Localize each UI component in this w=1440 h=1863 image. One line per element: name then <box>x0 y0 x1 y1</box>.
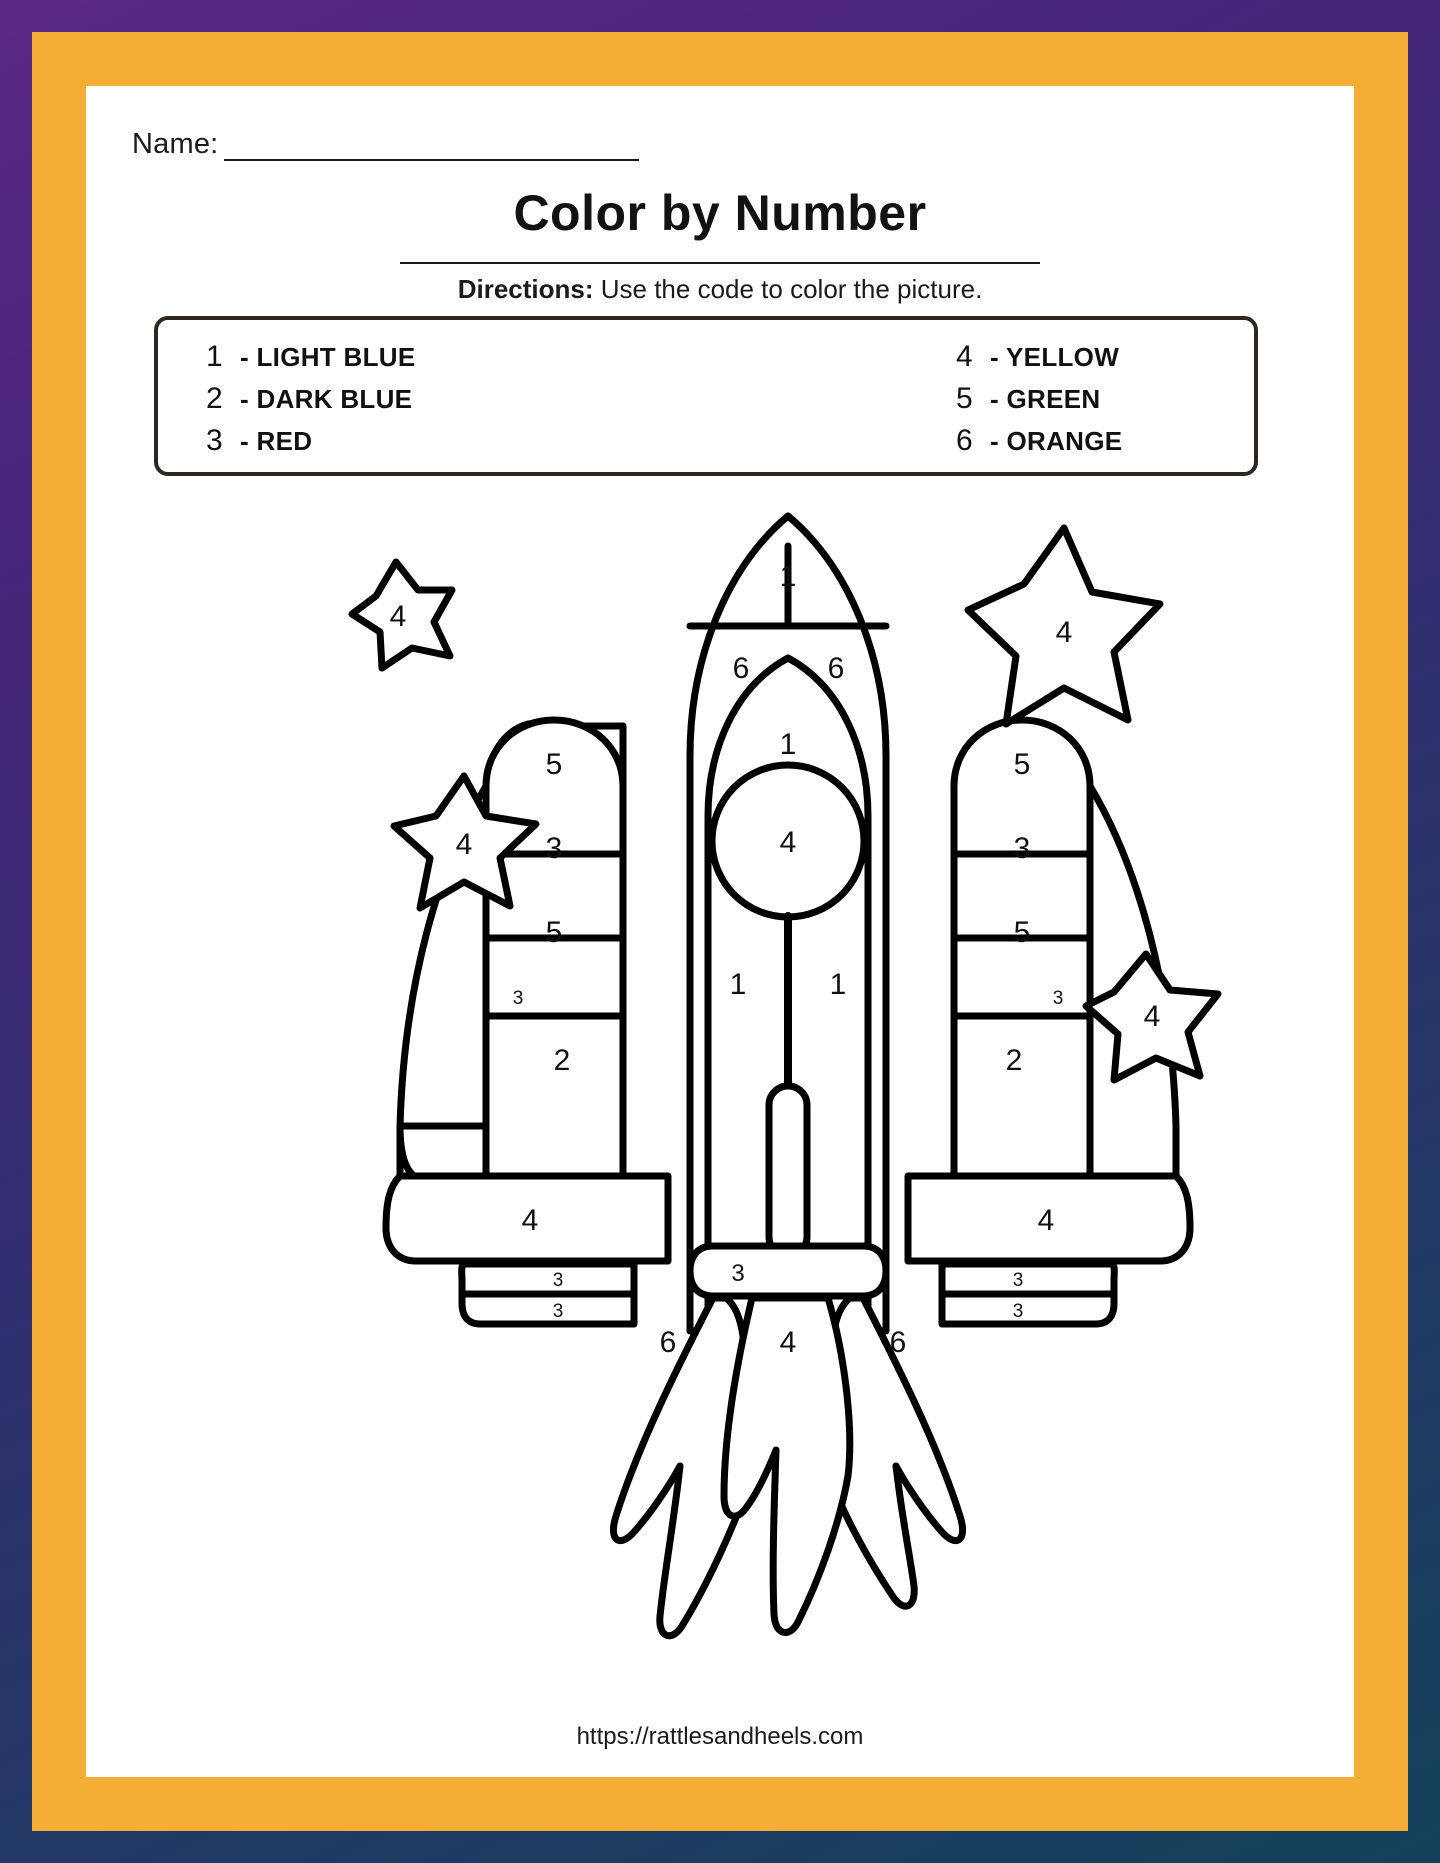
legend-color-name: - ORANGE <box>990 426 1123 456</box>
legend-color-name: - GREEN <box>990 384 1101 414</box>
legend-number: 6 <box>956 424 973 457</box>
legend-number: 1 <box>206 340 223 373</box>
worksheet-sheet <box>86 86 1354 1777</box>
legend-item <box>956 382 1254 424</box>
nozzle-stick <box>769 1086 807 1256</box>
star-number-mid-left: 4 <box>455 828 473 861</box>
region-number-flame-center: 4 <box>779 1326 797 1359</box>
region-number-fin-right-edge: 3 <box>1052 988 1064 1009</box>
star-number-top-left: 4 <box>389 600 407 633</box>
page-title: Color by Number <box>513 185 927 241</box>
region-number-fin-left-body: 2 <box>553 1044 571 1077</box>
region-number-wing-left: 4 <box>521 1204 539 1237</box>
coloring-artwork <box>86 486 1354 1676</box>
region-number-fin-left-mid: 3 <box>545 832 563 865</box>
region-number-fin-right-body: 2 <box>1005 1044 1023 1077</box>
legend-number: 4 <box>956 340 973 373</box>
wing-left-lower <box>400 1126 486 1176</box>
region-number-booster-right-bottom: 3 <box>1012 1301 1024 1322</box>
region-number-body-upper: 1 <box>779 728 797 761</box>
legend-color-name: - DARK BLUE <box>240 384 413 414</box>
engine-bar <box>690 1246 886 1296</box>
name-label: Name: <box>132 128 219 160</box>
region-number-nose-left: 6 <box>732 652 750 685</box>
region-number-nozzle: 3 <box>731 1260 745 1287</box>
region-number-window: 4 <box>779 826 797 859</box>
region-number-flame-left: 6 <box>659 1326 677 1359</box>
directions-text <box>86 274 1354 305</box>
legend-item <box>206 340 504 382</box>
legend-item <box>956 424 1254 466</box>
orange-frame <box>32 32 1408 1831</box>
legend-column-left <box>158 320 504 472</box>
region-number-fin-left-top: 5 <box>545 748 563 781</box>
title-divider <box>400 262 1040 264</box>
legend-color-name: - YELLOW <box>990 342 1120 372</box>
region-number-fin-right-low: 5 <box>1013 916 1031 949</box>
region-number-booster-left-bottom: 3 <box>552 1301 564 1322</box>
name-input-line[interactable] <box>224 133 639 161</box>
name-field-row <box>132 128 639 161</box>
region-number-flame-right: 6 <box>889 1326 907 1359</box>
region-number-wing-right: 4 <box>1037 1204 1055 1237</box>
region-number-nose-tip: 1 <box>779 560 797 593</box>
region-number-fin-left-edge: 3 <box>512 988 524 1009</box>
legend-number: 3 <box>206 424 223 457</box>
region-number-body-right: 1 <box>829 968 847 1001</box>
region-number-booster-left-top: 3 <box>552 1270 564 1291</box>
region-number-fin-right-mid: 3 <box>1013 832 1031 865</box>
legend-number: 5 <box>956 382 973 415</box>
legend-number: 2 <box>206 382 223 415</box>
directions-label: Directions: <box>457 274 594 304</box>
legend-color-name: - LIGHT BLUE <box>240 342 416 372</box>
directions-body: Use the code to color the picture. <box>600 274 983 304</box>
rocket-illustration <box>168 486 1272 1666</box>
legend-color-name: - RED <box>240 426 313 456</box>
region-number-body-left: 1 <box>729 968 747 1001</box>
region-number-fin-right-top: 5 <box>1013 748 1031 781</box>
legend-item <box>206 382 504 424</box>
color-code-legend <box>154 316 1258 476</box>
star-number-top-right: 4 <box>1055 616 1073 649</box>
star-number-bottom-right: 4 <box>1143 1000 1161 1033</box>
legend-column-right <box>504 320 1254 472</box>
region-number-fin-left-low: 5 <box>545 916 563 949</box>
legend-item <box>956 340 1254 382</box>
region-number-nose-right: 6 <box>827 652 845 685</box>
legend-item <box>206 424 504 466</box>
footer-url[interactable]: https://rattlesandheels.com <box>576 1723 864 1750</box>
region-number-booster-right-top: 3 <box>1012 1270 1024 1291</box>
